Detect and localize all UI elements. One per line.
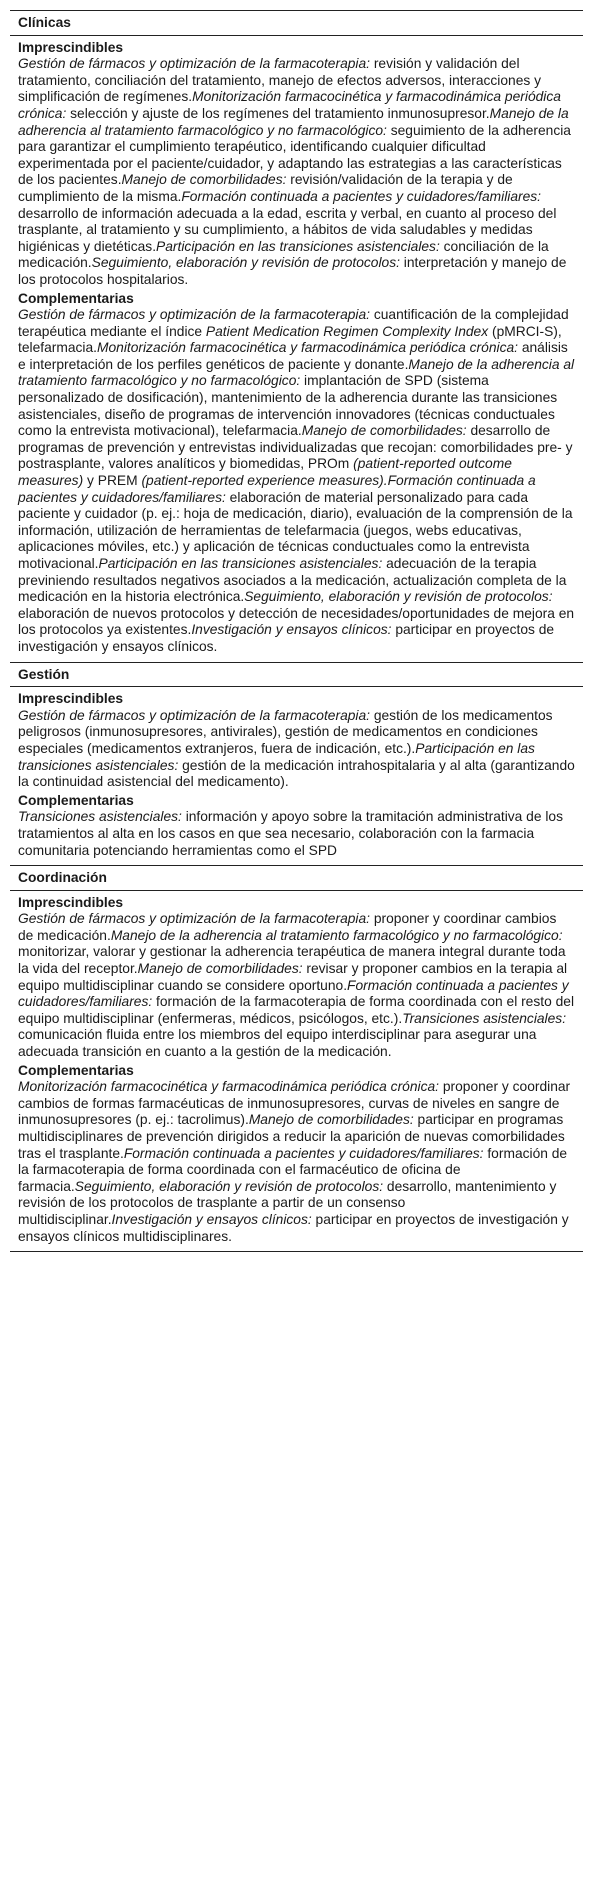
group-paragraph <box>18 708 575 791</box>
group-paragraph <box>18 1079 575 1245</box>
item-label: Monitorización farmacocinética y farmacodinámica periódica crónica: <box>96 340 518 356</box>
item-text: interpretación y manejo de los protocolos hospitalarios. <box>18 255 567 287</box>
group-title: Imprescindibles <box>18 894 124 910</box>
item-text: desarrollo de información adecuada a la edad, escrita y verbal, en cuanto al proceso del trasplante, al tratamiento y su cumplimiento, a hábitos de vida saludables y medidas higiénicas y dietéticas. <box>18 205 557 254</box>
item-text: formación de la farmacoterapia de forma coordinada con el farmacéutico de oficina de farmacia. <box>18 1145 568 1194</box>
item-text: elaboración de nuevos protocolos y detección de necesidades/oportunidades de mejora en los protocolos ya existentes. <box>18 605 575 638</box>
item-label: Gestión de fármacos y optimización de la farmacoterapia: <box>18 911 370 927</box>
item-text: conciliación de la medicación. <box>18 238 549 271</box>
group-title: Complementarias <box>18 290 134 306</box>
item-label: (patient-reported experience measures). <box>141 473 388 489</box>
item-label: Gestión de fármacos y optimización de la farmacoterapia: <box>18 707 370 723</box>
item-label: Monitorización farmacocinética y farmacodinámica periódica crónica: <box>18 1079 439 1095</box>
item-text: cuantificación de la complejidad terapéutica mediante el índice <box>18 307 569 339</box>
item-text: selección y ajuste de los regímenes del tratamiento inmunosupresor. <box>66 105 490 121</box>
item-text: participar en programas multidisciplinares de prevención dirigidos a reducir la aparición de nuevas comorbilidades tras el trasplante. <box>18 1112 565 1161</box>
item-text: participar en proyectos de investigación y ensayos clínicos. <box>18 622 555 654</box>
item-label: Gestión de fármacos y optimización de la farmacoterapia: <box>18 307 370 323</box>
item-label: Gestión de fármacos y optimización de la farmacoterapia: <box>18 56 370 72</box>
item-label: Formación continuada a pacientes y cuidadores/familiares: <box>123 1145 484 1161</box>
item-label: Seguimiento, elaboración y revisión de protocolos: <box>244 589 553 605</box>
item-text: proponer y coordinar cambios de medicación. <box>18 911 557 943</box>
group-title: Imprescindibles <box>18 39 124 55</box>
group-paragraph <box>18 56 575 288</box>
section-body <box>10 891 583 1252</box>
item-label: Seguimiento, elaboración y revisión de protocolos: <box>74 1178 384 1194</box>
item-label: (patient-reported outcome measures) <box>18 456 512 489</box>
item-label: Transiciones asistenciales: <box>402 1010 567 1026</box>
group-paragraph <box>18 809 575 859</box>
item-label: Investigación y ensayos clínicos: <box>191 622 392 638</box>
item-text: gestión de los medicamentos peligrosos (inmunosupresores, antivirales), gestión de medicamentos en condiciones especiales (medicamentos extranjeros, fuera de indicación, etc.). <box>18 707 553 756</box>
item-label: Formación continuada a pacientes y cuidadores/familiares: <box>18 473 536 505</box>
item-label: Monitorización farmacocinética y farmacodinámica periódica crónica: <box>18 89 561 121</box>
item-text: proponer y coordinar cambios de formas farmacéuticas de inmunosupresores, curvas de niveles en sangre de inmunosupresores (p. ej.: tacrolimus). <box>18 1079 571 1128</box>
item-label: Manejo de la adherencia al tratamiento farmacológico y no farmacológico: <box>18 356 575 389</box>
section-title: Gestión <box>10 663 583 688</box>
item-text: revisión y validación del tratamiento, conciliación del tratamiento, manejo de efectos adversos, interacciones y simplificación de regímenes. <box>18 56 542 105</box>
item-label: Formación continuada a pacientes y cuidadores/familiares: <box>18 977 569 1010</box>
section-body <box>10 687 583 866</box>
section-title: Clínicas <box>10 11 583 36</box>
item-label: Participación en las transiciones asistenciales: <box>156 238 440 254</box>
section-title: Coordinación <box>10 866 583 891</box>
item-text: participar en proyectos de investigación y ensayos clínicos multidisciplinares. <box>18 1211 569 1244</box>
item-text: y PREM <box>83 473 142 489</box>
item-label: Participación en las transiciones asistenciales: <box>98 556 383 571</box>
item-label: Manejo de la adherencia al tratamiento farmacológico y no farmacológico: <box>110 927 563 943</box>
item-label: Formación continuada a pacientes y cuidadores/familiares: <box>181 188 542 204</box>
competencies-table <box>10 10 583 1252</box>
item-label: Seguimiento, elaboración y revisión de protocolos: <box>91 255 400 271</box>
group-title: Imprescindibles <box>18 691 124 707</box>
item-label: Manejo de comorbilidades: <box>248 1112 414 1128</box>
item-label: Patient Medication Regimen Complexity Index <box>205 323 489 339</box>
item-text: seguimiento de la adherencia para garantizar el cumplimiento terapéutico, identificando cualquier dificultad experimentada por el paciente/cuidador, y adaptando las estrategias a las características de los pacientes. <box>18 122 571 188</box>
item-text: información y apoyo sobre la tramitación administrativa de los tratamientos al alta en los casos en que sea necesario, colaboración con la farmacia comunitaria potenciando herramientas como el SPD <box>18 809 563 858</box>
group-title: Complementarias <box>18 1062 134 1078</box>
group-title: Complementarias <box>18 792 134 808</box>
section-body <box>10 36 583 663</box>
item-label: Manejo de comorbilidades: <box>301 423 467 439</box>
item-label: Manejo de comorbilidades: <box>137 961 303 977</box>
item-text: (pMRCI-S), telefarmacia. <box>18 323 562 356</box>
item-text: desarrollo de programas de prevención y entrevistas individualizadas que recojan: comorbilidades pre- y postrasplante, valores analíticos y biomedidas, PROm <box>18 423 573 472</box>
item-label: Participación en las transiciones asistenciales: <box>18 740 535 773</box>
item-text: elaboración de material personalizado para cada paciente y cuidador (p. ej.: hoja de medicación, diario), evaluación de la comprensión de la información, utilización de herramientas de telefarmacia (juegos, webs educativas, aplicaciones móviles, etc.) y aplicación de técnicas conductuales como la entrevista motivacional. <box>18 489 573 571</box>
item-text: desarrollo, mantenimiento y revisión de los protocolos de trasplante a partir de un consenso multidisciplinar. <box>18 1178 557 1227</box>
item-text: gestión de la medicación intrahospitalaria y al alta (garantizando la continuidad asistencial del medicamento). <box>18 757 575 790</box>
item-label: Manejo de la adherencia al tratamiento farmacológico y no farmacológico: <box>18 105 569 138</box>
item-text: adecuación de la terapia previniendo resultados negativos asociados a la medicación, actualización completa de la medicación en la historia electrónica. <box>18 556 567 605</box>
item-text: comunicación fluida entre los miembros del equipo interdisciplinar para asegurar una adecuada transición en cuanto a la gestión de la medicación. <box>18 1027 537 1060</box>
item-text: análisis e interpretación de los perfiles genéticos de paciente y donante. <box>18 340 568 372</box>
item-text: implantación de SPD (sistema personalizado de dosificación), mantenimiento de la adherencia durante las transiciones asistenciales, diseño de programas de intervención innovadores (técnicas conductuales como la entrevista motivacional), telefarmacia. <box>18 373 558 439</box>
group-paragraph <box>18 911 575 1060</box>
item-label: Transiciones asistenciales: <box>18 809 182 825</box>
item-text: revisar y proponer cambios en la terapia al equipo multidisciplinar cuando se considere oportuno. <box>18 961 568 993</box>
item-label: Investigación y ensayos clínicos: <box>111 1211 312 1227</box>
item-text: monitorizar, valorar y gestionar la adherencia terapéutica de manera integral durante toda la vida del receptor. <box>18 944 566 977</box>
item-text: revisión/validación de la terapia y de cumplimiento de la misma. <box>18 172 513 204</box>
group-paragraph <box>18 307 575 655</box>
item-label: Manejo de comorbilidades: <box>121 172 287 188</box>
item-text: formación de la farmacoterapia de forma coordinada con el resto del equipo multidisciplinar (enfermeras, médicos, psicólogos, etc.). <box>18 994 575 1026</box>
